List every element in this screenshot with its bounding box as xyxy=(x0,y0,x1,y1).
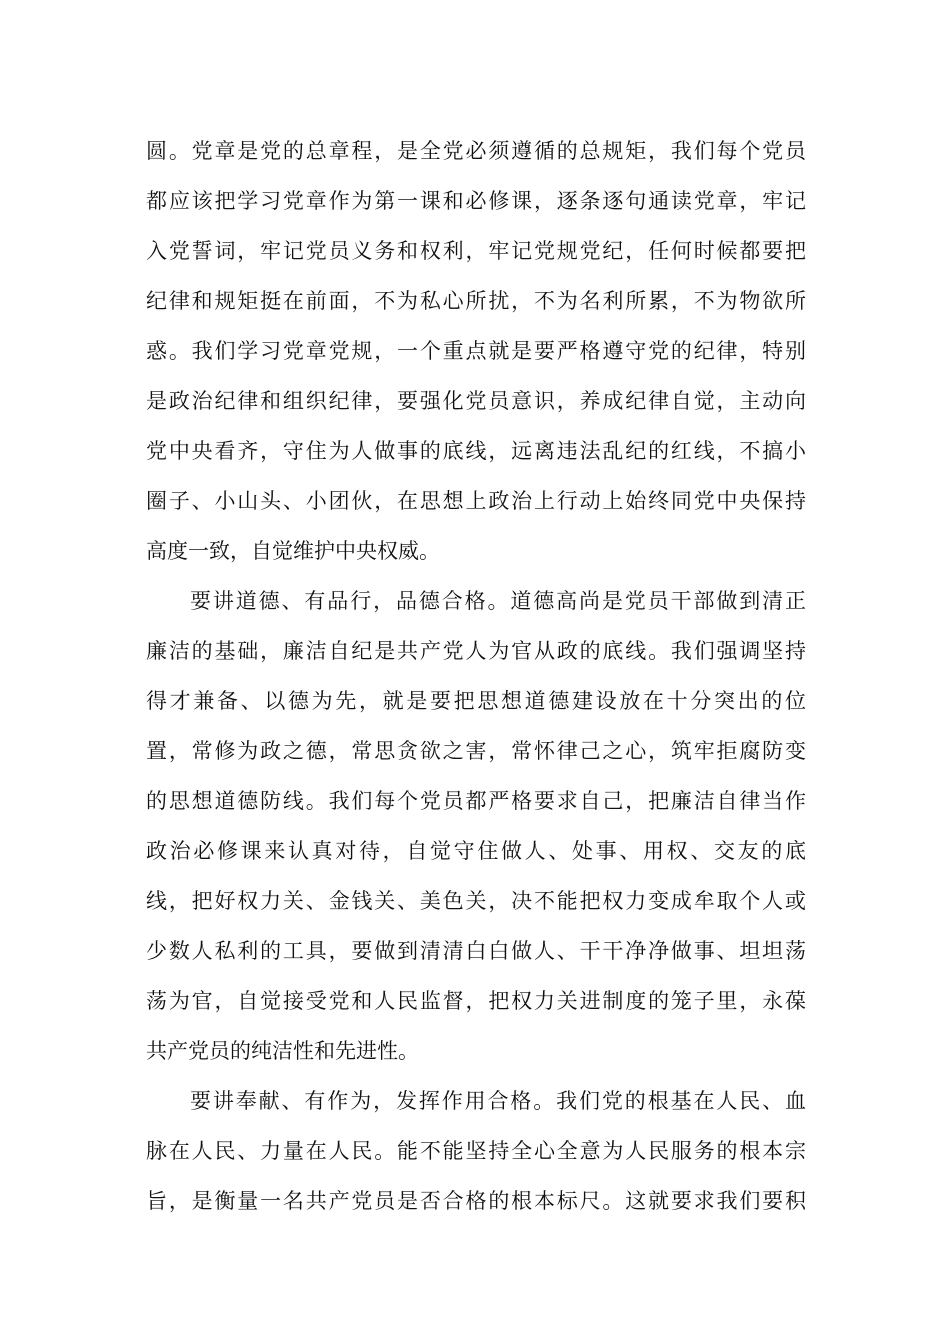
text-line: 政治必修课来认真对待，自觉守住做人、处事、用权、交友的底 xyxy=(146,839,806,863)
text-line: 得才兼备、以德为先，就是要把思想道德建设放在十分突出的位 xyxy=(146,689,806,713)
text-line: 纪律和规矩挺在前面，不为私心所扰，不为名利所累，不为物欲所 xyxy=(146,289,806,313)
text-line: 要讲奉献、有作为，发挥作用合格。我们党的根基在人民、血 xyxy=(190,1089,806,1113)
text-line: 要讲道德、有品行，品德合格。道德高尚是党员干部做到清正 xyxy=(190,589,806,613)
text-line: 线，把好权力关、金钱关、美色关，决不能把权力变成牟取个人或 xyxy=(146,889,806,913)
text-line: 的思想道德防线。我们每个党员都严格要求自己，把廉洁自律当作 xyxy=(146,789,806,813)
text-line: 廉洁的基础，廉洁自纪是共产党人为官从政的底线。我们强调坚持 xyxy=(146,639,806,663)
text-line: 少数人私利的工具，要做到清清白白做人、干干净净做事、坦坦荡 xyxy=(146,939,806,963)
text-line: 都应该把学习党章作为第一课和必修课，逐条逐句通读党章，牢记 xyxy=(146,189,806,213)
text-line: 高度一致，自觉维护中央权威。 xyxy=(146,539,440,563)
text-line: 惑。我们学习党章党规，一个重点就是要严格遵守党的纪律，特别 xyxy=(146,339,806,363)
text-line: 圈子、小山头、小团伙，在思想上政治上行动上始终同党中央保持 xyxy=(146,489,806,513)
text-line: 党中央看齐，守住为人做事的底线，远离违法乱纪的红线，不搞小 xyxy=(146,439,806,463)
text-line: 圆。党章是党的总章程，是全党必须遵循的总规矩，我们每个党员 xyxy=(146,139,806,163)
text-line: 荡为官，自觉接受党和人民监督，把权力关进制度的笼子里，永葆 xyxy=(146,989,806,1013)
text-line: 脉在人民、力量在人民。能不能坚持全心全意为人民服务的根本宗 xyxy=(146,1139,806,1163)
text-line: 置，常修为政之德，常思贪欲之害，常怀律己之心，筑牢拒腐防变 xyxy=(146,739,806,763)
text-line: 旨，是衡量一名共产党员是否合格的根本标尺。这就要求我们要积 xyxy=(146,1189,806,1213)
text-line: 入党誓词，牢记党员义务和权利，牢记党规党纪，任何时候都要把 xyxy=(146,239,806,263)
text-line: 共产党员的纯洁性和先进性。 xyxy=(146,1039,419,1063)
text-line: 是政治纪律和组织纪律，要强化党员意识，养成纪律自觉，主动向 xyxy=(146,389,806,413)
